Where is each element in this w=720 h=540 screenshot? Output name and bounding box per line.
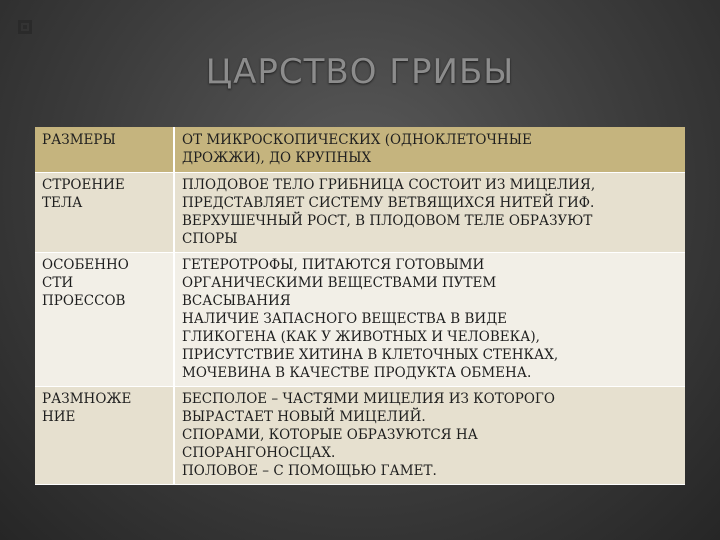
slide-bullet-icon <box>18 20 32 34</box>
content-line: НАЛИЧИЕ ЗАПАСНОГО ВЕЩЕСТВА В ВИДЕ <box>182 311 508 327</box>
label-line: ПРОЕССОВ <box>42 293 126 309</box>
content-line: ПРЕДСТАВЛЯЕТ СИСТЕМУ ВЕТВЯЩИХСЯ НИТЕЙ ГИФ. <box>182 195 595 211</box>
label-line: РАЗМНОЖЕ <box>42 391 132 407</box>
fungi-table <box>35 127 685 485</box>
label-line: СТИ <box>42 275 74 291</box>
row-content <box>174 127 685 173</box>
label-line: РАЗМЕРЫ <box>42 132 116 148</box>
table-row-size <box>35 127 685 173</box>
content-line: ОРГАНИЧЕСКИМИ ВЕЩЕСТВАМИ ПУТЕМ <box>182 275 497 291</box>
content-line: ВСАСЫВАНИЯ <box>182 293 291 309</box>
label-line: НИЕ <box>42 409 76 425</box>
content-line: ПОЛОВОЕ – С ПОМОЩЬЮ ГАМЕТ. <box>182 463 437 479</box>
table-row-reproduction <box>35 387 685 485</box>
content-line: ПРИСУТСТВИЕ ХИТИНА В КЛЕТОЧНЫХ СТЕНКАХ, <box>182 347 559 363</box>
content-line: ОТ МИКРОСКОПИЧЕСКИХ (ОДНОКЛЕТОЧНЫЕ <box>182 132 532 148</box>
content-line: БЕСПОЛОЕ – ЧАСТЯМИ МИЦЕЛИЯ ИЗ КОТОРОГО <box>182 391 555 407</box>
content-line: ВЫРАСТАЕТ НОВЫЙ МИЦЕЛИЙ. <box>182 409 426 425</box>
slide-title: ЦАРСТВО ГРИБЫ <box>205 52 515 92</box>
row-label <box>35 253 174 387</box>
content-line: ПЛОДОВОЕ ТЕЛО ГРИБНИЦА СОСТОИТ ИЗ МИЦЕЛИЯ, <box>182 177 596 193</box>
row-content <box>174 387 685 485</box>
row-label <box>35 387 174 485</box>
row-label <box>35 173 174 253</box>
content-line: СПОРАМИ, КОТОРЫЕ ОБРАЗУЮТСЯ НА <box>182 427 478 443</box>
label-line: СТРОЕНИЕ <box>42 177 125 193</box>
row-label <box>35 127 174 173</box>
content-line: ГЛИКОГЕНА (КАК У ЖИВОТНЫХ И ЧЕЛОВЕКА), <box>182 329 540 345</box>
content-line: ВЕРХУШЕЧНЫЙ РОСТ, В ПЛОДОВОМ ТЕЛЕ ОБРАЗУЮТ <box>182 213 593 229</box>
content-line: ГЕТЕРОТРОФЫ, ПИТАЮТСЯ ГОТОВЫМИ <box>182 257 485 273</box>
table-row-features <box>35 253 685 387</box>
content-line: СПОРАНГОНОСЦАХ. <box>182 445 336 461</box>
content-line: МОЧЕВИНА В КАЧЕСТВЕ ПРОДУКТА ОБМЕНА. <box>182 365 532 381</box>
content-line: СПОРЫ <box>182 231 238 247</box>
label-line: ОСОБЕННО <box>42 257 129 273</box>
row-content <box>174 253 685 387</box>
label-line: ТЕЛА <box>42 195 83 211</box>
table-row-structure <box>35 173 685 253</box>
row-content <box>174 173 685 253</box>
content-line: ДРОЖЖИ), ДО КРУПНЫХ <box>182 150 372 166</box>
